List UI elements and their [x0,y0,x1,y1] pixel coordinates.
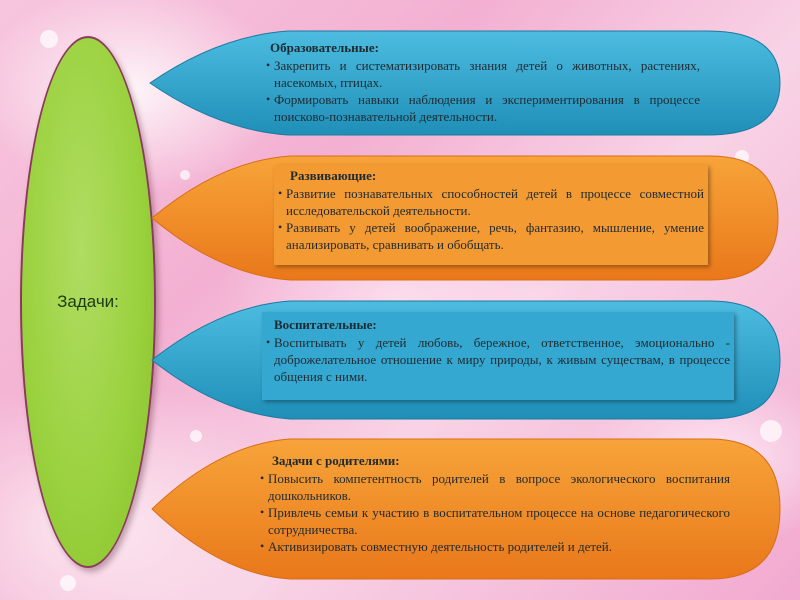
list-item: • Закрепить и систематизировать знания детей о животных, растениях, насекомых, птицах. [266,57,700,91]
list-item: • Развитие познавательных способностей детей в процессе совместной исследовательской деятельности. [278,185,704,219]
upbringing-arrow [150,298,784,422]
list-item: • Повысить компетентность родителей в вопросе экологического воспитания дошкольников. [260,470,730,504]
educational-arrow [148,28,784,138]
section-title: Задачи с родителями: [272,453,400,468]
section-title: Воспитательные: [274,317,377,332]
section-title: Развивающие: [290,168,377,183]
section-title: Образовательные: [270,40,379,55]
list-item: • Воспитывать у детей любовь, бережное, ответственное, эмоционально - доброжелательное отношение к миру природы, к живым существам, в процессе общения с ними. [266,334,730,385]
developmental-panel [274,165,708,265]
parents-arrow [150,436,784,582]
developmental-arrow [150,153,782,283]
list-item: • Активизировать совместную деятельность родителей и детей. [260,538,730,555]
tasks-label: Задачи: [57,292,119,311]
sparkle-decoration [40,30,58,48]
upbringing-panel [262,312,734,400]
list-item: • Формировать навыки наблюдения и экспериментирования в процессе поисково-познавательной деятельности. [266,91,700,125]
tasks-oval [20,36,156,568]
sparkle-decoration [60,575,76,591]
parents-panel [260,452,730,555]
list-item: • Развивать у детей воображение, речь, фантазию, мышление, умение анализировать, сравнивать и обобщать. [278,219,704,253]
list-item: • Привлечь семьи к участию в воспитательном процессе на основе педагогического сотрудничества. [260,504,730,538]
educational-panel [266,39,700,125]
